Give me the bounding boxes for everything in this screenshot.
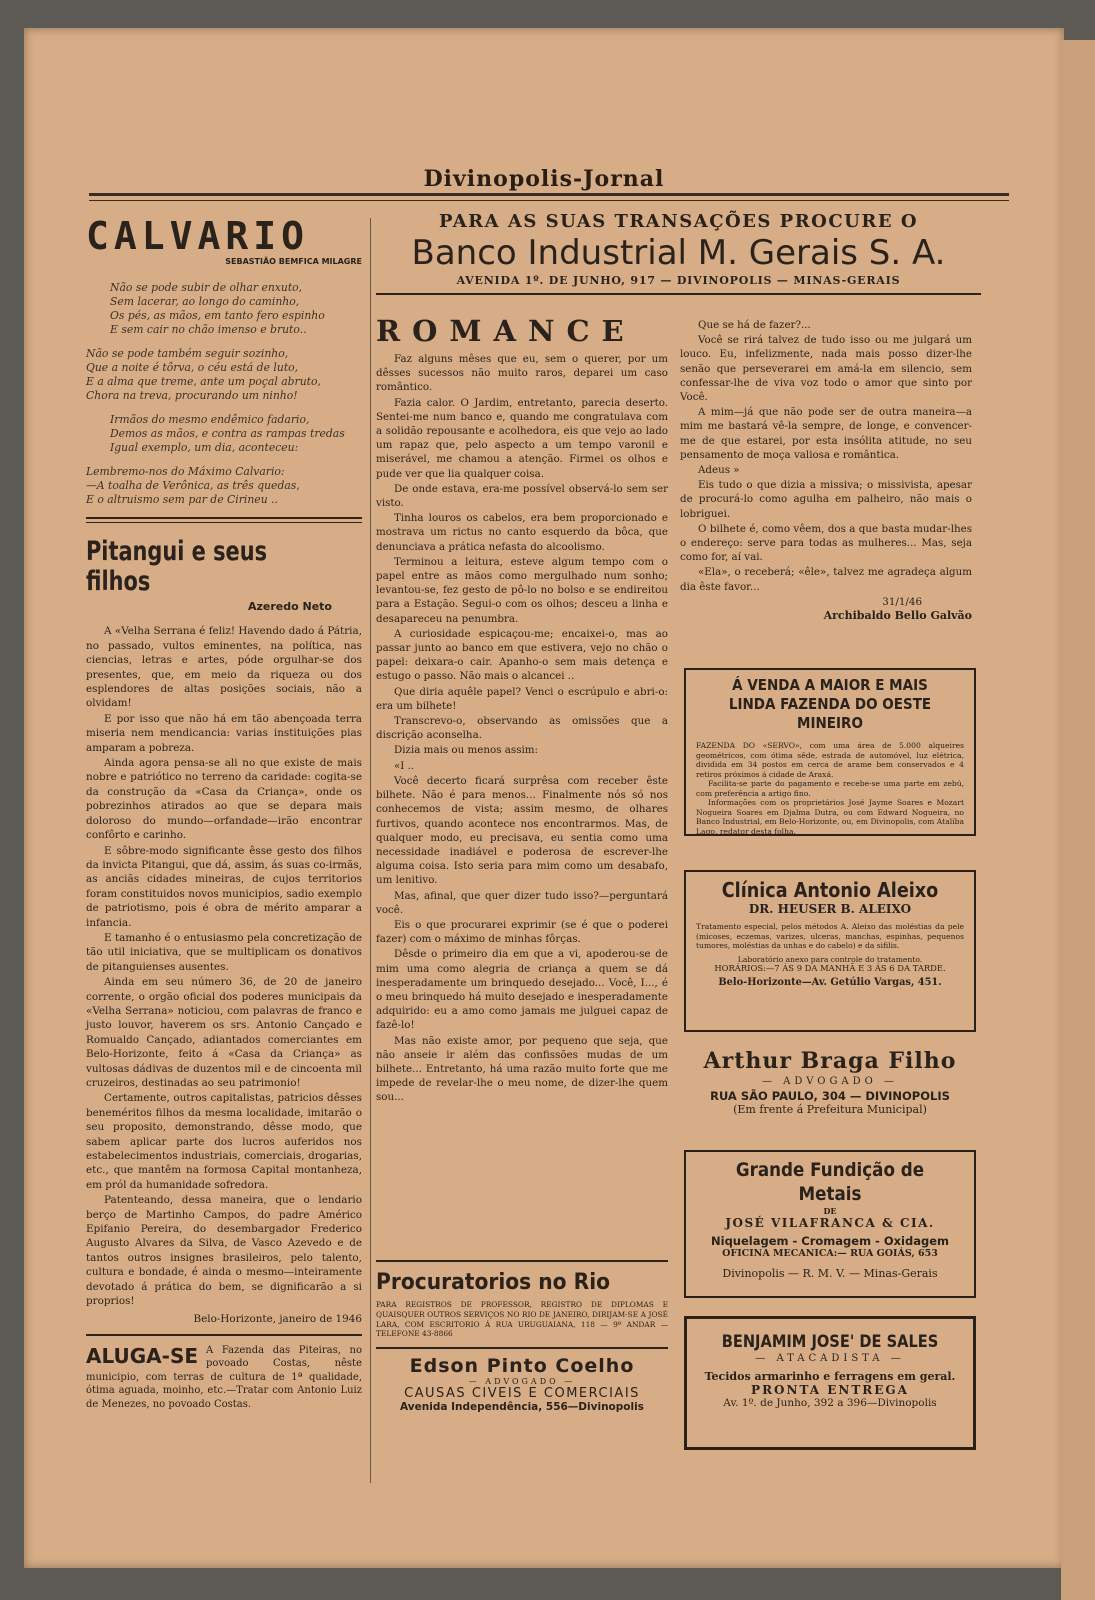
benjamim-name: BENJAMIM JOSE' DE SALES bbox=[721, 1332, 939, 1352]
divider bbox=[376, 293, 981, 295]
divider bbox=[86, 1334, 362, 1336]
poem-line: Não se pode também seguir sozinho, bbox=[86, 347, 289, 361]
paragraph: Você se rirá talvez de tudo isso ou me julgará um louco. Eu, infelizmente, nada mais posso dizer-lhe senão que perseverarei em amá-la em silencio, sem confessar-lhe de viva voz todo o amor que sinto por Você. bbox=[680, 334, 972, 404]
calvario-author: SEBASTIÃO BEMFICA MILAGRE bbox=[225, 257, 362, 266]
pitangui-title: Pitangui e seus filhos bbox=[86, 536, 268, 598]
benjamim-role: — ATACADISTA — bbox=[755, 1353, 905, 1364]
paragraph: Mas não existe amor, por pequeno que seja, que não anseie ir além das confissões mudas de um bilhete... Entretanto, há uma razão muito forte que me impede de revelar-lhe o meu nome, de dizer-lhe quem sou... bbox=[376, 1034, 668, 1104]
edson-name: Edson Pinto Coelho bbox=[409, 1355, 635, 1378]
poem-line: Não se pode subir de olhar enxuto, bbox=[110, 281, 303, 295]
banco-address: AVENIDA 1º. DE JUNHO, 917 — DIVINOPOLIS — MINAS-GERAIS bbox=[456, 274, 901, 287]
paragraph: Transcrevo-o, observando as omissões que a discrição aconselha. bbox=[376, 715, 668, 742]
paragraph: Tinha louros os cabelos, era bem proporcionado e mostrava um rictus no canto esquerdo da bôca, que denunciava a prática nefasta do alcoolismo. bbox=[376, 512, 668, 553]
fundicao-de: DE bbox=[823, 1206, 837, 1216]
paragraph: Certamente, outros capitalistas, patricios dêsses beneméritos filhos da mesma localidade, imitarão o seu proposito, demonstrando, dêsse modo, que sabem aplicar parte dos lucros auferidos nos estabelecimentos industriais, comerciais, drogarias, etc., que mantêm na formosa Capital montanheza, em pról da humanidade sofredora. bbox=[86, 1092, 362, 1191]
poem-line: E o altruismo sem par de Cirineu .. bbox=[86, 493, 278, 507]
fundicao-footer: Divinopolis — R. M. V. — Minas-Gerais bbox=[722, 1267, 938, 1280]
banco-name: Banco Industrial M. Gerais S. A. bbox=[411, 233, 946, 273]
fundicao-oficina: OFICINA MECANICA:— RUA GOIÁS, 653 bbox=[722, 1248, 938, 1259]
paragraph: Dizia mais ou menos assim: bbox=[394, 744, 539, 757]
clinica-title: Clínica Antonio Aleixo bbox=[721, 878, 939, 902]
banco-line1: PARA AS SUAS TRANSAÇÕES PROCURE O bbox=[438, 211, 919, 232]
romance-date: 31/1/46 bbox=[882, 595, 922, 608]
paragraph: De onde estava, era-me possível observá-lo sem ser visto. bbox=[376, 482, 668, 510]
paragraph: E sôbre-modo significante êsse gesto dos filhos da invicta Pitangui, que dá, assim, ás suas co-irmãs, as anciãs cidades mineiras, de cujos territorios foram constituidos novos municipios, sadio exemplo de patriotismo, pois é obra de mérito amparar a infancia. bbox=[86, 844, 362, 929]
poem-line: E a alma que treme, ante um poçal abruto, bbox=[86, 375, 321, 389]
arthur-address: RUA SÃO PAULO, 304 — DIVINOPOLIS bbox=[710, 1089, 950, 1103]
masthead-rule bbox=[89, 193, 1009, 196]
newspaper-page bbox=[24, 28, 1064, 1568]
paragraph: Eis tudo o que dizia a missiva; o missivista, apesar de procurá-lo como agulha em palheiro, não mais o lobriguei. bbox=[680, 479, 972, 520]
poem-line: Que a noite é tôrva, o céu está de luto, bbox=[86, 361, 299, 375]
fazenda-text-1: FAZENDA DO «SERVO», com uma área de 5.000 alqueires geométricos, com ótima sêde, estrada de automóvel, luz elétrica, dividida em 34 postos em cerca de arame bem conservados e 4 retiros próximos á cidade de Araxá. bbox=[696, 741, 964, 779]
paragraph: Faz alguns mêses que eu, sem o querer, por um dêsses sucessos não muito raros, deparei um caso romântico. bbox=[376, 353, 668, 394]
edson-subtitle: CAUSAS CIVEIS E COMERCIAIS bbox=[404, 1386, 640, 1402]
paragraph: Ainda agora pensa-se ali no que existe de mais nobre e patriótico no terreno da caridade: cogita-se da construção da «Casa da Criança», onde os pobrezinhos atirados ao que se depara mais doloroso do mundo—orfandade—irão encontrar confôrto e carinho. bbox=[86, 757, 362, 842]
paragraph: A mim—já que não pode ser de outra maneira—a mim me bastará vê-la sempre, de longe, e convencer-me de que estarei, por esta insólita atitude, no seu pensamento de moça valiosa e romântica. bbox=[680, 406, 972, 461]
divider bbox=[376, 1260, 668, 1262]
paragraph: Que diria aquêle papel? Venci o escrúpulo e abri-o: era um bilhete! bbox=[376, 685, 668, 712]
fundicao-ad bbox=[684, 1150, 976, 1298]
paragraph: «I .. bbox=[394, 759, 415, 772]
fazenda-text-3: Informações com os proprietários José Jayme Soares e Mozart Nogueira Soares em Djalma Dutra, ou com Edward Nogueira, no Banco Industrial, em Belo-Horizonte, ou, em Divinopolis, com Atalíba Lago, redator desta folha. bbox=[696, 798, 964, 836]
poem-line: Igual exemplo, um dia, aconteceu: bbox=[110, 441, 299, 455]
romance-author: Archibaldo Bello Galvão bbox=[823, 609, 972, 623]
pitangui-article bbox=[86, 624, 362, 1326]
divider bbox=[86, 522, 362, 523]
benjamim-line2: PRONTA ENTREGA bbox=[751, 1383, 909, 1397]
column-rule bbox=[370, 218, 371, 1483]
arthur-role: — ADVOGADO — bbox=[761, 1076, 899, 1087]
paragraph: Eis o que procurarei exprimir (se é que o poderei fazer) com o máximo de minhas fôrças. bbox=[376, 918, 668, 946]
paragraph: E por isso que não há em tão abençoada terra miseria nem mendicancia: varias instituições pias amparam a pobreza. bbox=[86, 712, 362, 754]
calvario-title: CALVARIO bbox=[86, 214, 310, 258]
clinica-hours: HORÁRIOS:—7 ÁS 9 DA MANHÃ E 3 ÁS 6 DA TARDE. bbox=[714, 963, 946, 973]
masthead-rule-thin bbox=[89, 200, 1009, 201]
paragraph: Terminou a leitura, esteve algum tempo com o papel entre as mãos como mergulhado num sonho; levantou-se, fez gesto de pô-lo no bolso e se endireitou para a Estação. Segui-o com os olhos; desceu a linha e desapareceu na penumbra. bbox=[376, 555, 668, 625]
edson-role: — ADVOGADO — bbox=[468, 1377, 576, 1387]
fundicao-owner: JOSÉ VILAFRANCA & CIA. bbox=[725, 1216, 935, 1230]
aluga-ad bbox=[86, 1344, 362, 1412]
poem-line: Sem lacerar, ao longo do caminho, bbox=[110, 295, 300, 309]
poem-line: Lembremo-nos do Máximo Calvario: bbox=[86, 465, 285, 479]
paragraph: Dêsde o primeiro dia em que a vi, apoderou-se de mim uma como alegria de criança a quem se dá inesperadamente um brinquedo desejado... Você, I..., é o meu brinquedo há muito desejado e inesperadamente adquirido: eu a amo como jamais me julguei capaz de fazê-lo! bbox=[376, 948, 668, 1032]
clinica-ad bbox=[684, 870, 976, 1032]
aluga-text: A Fazenda das Piteiras, no povoado Costas, nêste municipio, com terras de cultura de 1ª qualidade, ótima aguada, moinho, etc.—Tratar com Antonio Luiz de Menezes, no povoado Costas. bbox=[86, 1344, 362, 1410]
benjamim-address: Av. 1º. de Junho, 392 a 396—Divinopolis bbox=[723, 1397, 937, 1409]
fazenda-ad bbox=[684, 668, 976, 836]
paragraph: Mas, afinal, que quer dizer tudo isso?—perguntará você. bbox=[376, 889, 668, 916]
procuratorios-text: PARA REGISTROS DE PROFESSOR, REGISTRO DE DIPLOMAS E QUAISQUER OUTROS SERVIÇOS NO RIO DE JANEIRO, DIRIJAM-SE A JOSÉ LARA, COM ESCRITORIO Á RUA URUGUAIANA, 118 — 9º ANDAR — TELEFONE 43-8866 bbox=[376, 1300, 668, 1339]
next-page-edge bbox=[1061, 40, 1095, 1600]
paragraph: Você decerto ficará surprêsa com receber êste bilhete. Não é para menos... Finalmente nós só nos conhecemos de vista; assim mesmo, de olhares furtivos, quando acontece nos encontrarmos. Mas, de qualquer modo, eu precisava, eu sentia como uma necessidade inadiável e poderosa de escrever-lhe alguma coisa. Isto seria para mim como um desabafo, um lenitivo. bbox=[376, 774, 668, 887]
poem-line: Irmãos do mesmo endêmico fadario, bbox=[110, 413, 310, 427]
dateline: Belo-Horizonte, janeiro de 1946 bbox=[193, 1312, 362, 1325]
calvario-stanza-1 bbox=[86, 281, 362, 337]
clinica-text: Tratamento especial, pelos métodos A. Aleixo das moléstias da pele (micoses, eczemas, varizes, ulceras, manchas, espinhas, pequenos tumores, moléstias da unhas e do cabelo) e da sifilis. bbox=[696, 922, 964, 950]
paragraph: Ainda em seu número 36, de 20 de janeiro corrente, o orgão oficial dos poderes municipais da «Velha Serrana» noticiou, com palavras de franco e justo louvor, haverem os srs. Antonio Cançado e Romualdo Cançado, adiantados comerciantes em Belo-Horizonte, feito á «Casa da Criança» as vultosas dádivas de duzentos mil e de cincoenta mil cruzeiros, destinadas ao seu patrimonio! bbox=[86, 976, 362, 1089]
romance-column-2 bbox=[680, 318, 972, 623]
fundicao-title: Grande Fundição de Metais bbox=[735, 1159, 925, 1205]
arthur-name: Arthur Braga Filho bbox=[703, 1048, 957, 1074]
poem-line: E sem cair no chão imenso e bruto.. bbox=[110, 323, 307, 337]
arthur-ad bbox=[680, 1048, 980, 1116]
left-column bbox=[86, 216, 362, 1411]
benjamim-ad bbox=[684, 1316, 976, 1450]
fazenda-text-2: Facilita-se parte do pagamento e recebe-se uma parte em zebú, com preferência a artigo fino. bbox=[696, 779, 964, 798]
paragraph: Fazia calor. O Jardim, entretanto, parecia deserto. Sentei-me num banco e, quando me congratulava com a solidão repousante e acolhedora, eis que vejo ao lado um rapaz que, pelo aspecto a um tempo varonil e miserável, me chamou a atenção. Firmei os olhos e pude ver que lia qualquer coisa. bbox=[376, 396, 668, 480]
romance-title: ROMANCE bbox=[376, 314, 636, 348]
procuratorios-title: Procuratorios no Rio bbox=[376, 1270, 611, 1295]
benjamim-line1: Tecidos armarinho e ferragens em geral. bbox=[704, 1370, 956, 1383]
clinica-address: Belo-Horizonte—Av. Getúlio Vargas, 451. bbox=[718, 976, 942, 988]
calvario-stanza-3 bbox=[86, 413, 362, 455]
poem-line: Demos as mãos, e contra as rampas tredas bbox=[110, 427, 345, 441]
paragraph: O bilhete é, como vêem, dos a que basta mudar-lhes o endereço: serve para todas as mulheres... Mas, seja como for, aí vai. bbox=[680, 522, 972, 564]
masthead: Divinopolis-Jornal bbox=[423, 166, 665, 192]
procuratorios-ad bbox=[376, 1260, 668, 1413]
poem-line: Chora na treva, procurando um ninho! bbox=[86, 389, 298, 403]
paragraph: A curiosidade espicaçou-me; encaixei-o, mas ao passar junto ao banco em que estivera, vejo no chão o papel: deixara-o cair. Apanho-o sem mais detença e estugo o passo. Não mais o alcancei .. bbox=[376, 627, 668, 683]
paragraph: A «Velha Serrana é feliz! Havendo dado á Pátria, no passado, vultos eminentes, na política, nas ciencias, letras e artes, póde orgulhar-se dos presentes, que, em meio da riqueza ou dos esplendores de altas posições sociais, não a olvidam! bbox=[86, 625, 362, 710]
clinica-lab: Laboratório anexo para controle do tratamento. bbox=[737, 954, 923, 964]
fazenda-title: Á VENDA A MAIOR E MAIS LINDA FAZENDA DO OESTE MINEIRO bbox=[728, 676, 932, 732]
calvario-stanza-2 bbox=[86, 347, 362, 403]
arthur-note: (Em frente á Prefeitura Municipal) bbox=[733, 1103, 927, 1116]
pitangui-author: Azeredo Neto bbox=[247, 600, 332, 614]
paragraph: Patenteando, dessa maneira, que o lendario berço de Martinho Campos, do padre Américo Epifanio Pereira, do desembargador Frederico Augusto Alvares da Silva, de Vasco Azevedo e de tantos outros insignes brasileiros, pelo talento, cultura e bondade, é ainda o mesmo—inteiramente devotado á prática do bem, se dignificarão a si proprios! bbox=[86, 1194, 362, 1308]
poem-line: —A toalha de Verônica, as três quedas, bbox=[86, 479, 300, 493]
divider bbox=[86, 517, 362, 519]
poem-line: Os pés, as mãos, em tanto fero espinho bbox=[110, 309, 325, 323]
aluga-title: ALUGA-SE bbox=[86, 1343, 199, 1368]
romance-column-1 bbox=[376, 352, 668, 1106]
fundicao-services: Niquelagem - Cromagem - Oxidagem bbox=[711, 1234, 949, 1248]
banco-ad bbox=[376, 211, 981, 295]
paragraph: Que se há de fazer?... bbox=[698, 319, 811, 331]
clinica-doctor: DR. HEUSER B. ALEIXO bbox=[748, 902, 912, 916]
calvario-stanza-4 bbox=[86, 465, 362, 507]
edson-address: Avenida Independência, 556—Divinopolis bbox=[400, 1401, 644, 1414]
paragraph: Adeus » bbox=[698, 464, 740, 477]
divider bbox=[376, 1347, 668, 1349]
paragraph: E tamanho é o entusiasmo pela concretização de tão util iniciativa, que se multiplicam os donativos de pitanguienses ausentes. bbox=[86, 931, 362, 973]
paragraph: «Ela», o receberá; «êle», talvez me agradeça algum dia êste favor... bbox=[680, 566, 972, 593]
